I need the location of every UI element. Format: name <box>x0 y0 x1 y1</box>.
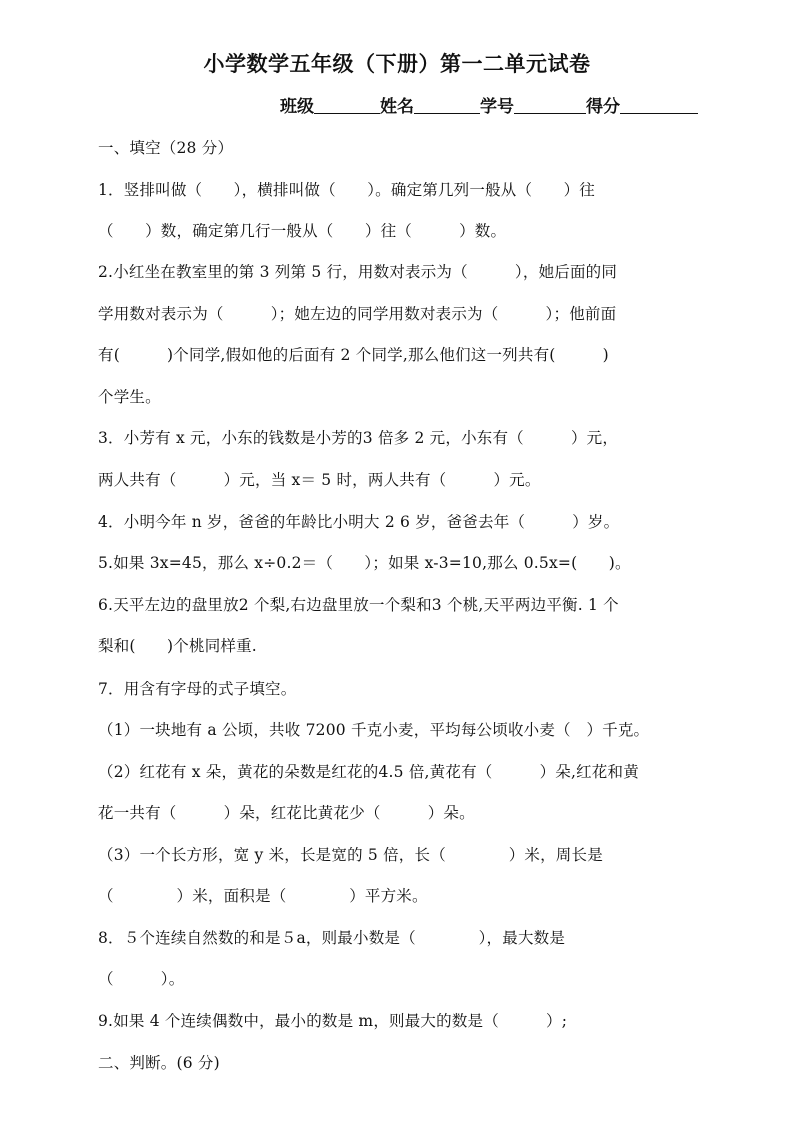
score-blank[interactable] <box>620 95 698 114</box>
question-line: （ ）米，面积是（ ）平方米。 <box>98 887 428 905</box>
student-info-row <box>280 92 698 117</box>
student-id-blank[interactable] <box>514 95 586 114</box>
section-1-heading: 一、填空（28 分） <box>98 139 234 157</box>
question-line: 有( )个同学,假如他的后面有 2 个同学,那么他们这一列共有( ) <box>98 346 609 364</box>
question-line: 梨和( )个桃同样重. <box>98 637 257 655</box>
name-blank[interactable] <box>414 95 480 114</box>
question-line: 4．小明今年 n 岁，爸爸的年龄比小明大 2 6 岁，爸爸去年（ ）岁。 <box>98 513 620 531</box>
score-label: 得分 <box>586 97 620 117</box>
question-line: 7．用含有字母的式子填空。 <box>98 680 297 698</box>
question-line: （1）一块地有 a 公顷，共收 7200 千克小麦，平均每公顷收小麦（ ）千克。 <box>98 721 650 739</box>
question-line: 6.天平左边的盘里放2 个梨,右边盘里放一个梨和3 个桃,天平两边平衡. 1 个 <box>98 596 619 614</box>
student-id-label: 学号 <box>480 97 514 117</box>
class-label: 班级 <box>280 97 314 117</box>
question-line: 两人共有（ ）元，当 x＝ 5 时，两人共有（ ）元。 <box>98 471 541 489</box>
question-line: 3．小芳有 x 元，小东的钱数是小芳的3 倍多 2 元，小东有（ ）元， <box>98 429 619 447</box>
question-line: 学用数对表示为（ ）；她左边的同学用数对表示为（ ）；他前面 <box>98 305 617 323</box>
class-blank[interactable] <box>314 95 380 114</box>
question-line: 8．５个连续自然数的和是５a，则最小数是（ ），最大数是 <box>98 929 566 947</box>
section-2-heading: 二、判断。(6 分) <box>98 1054 220 1072</box>
question-line: 9.如果 4 个连续偶数中，最小的数是 m，则最大的数是（ ）; <box>98 1012 568 1030</box>
page-title: 小学数学五年级（下册）第一二单元试卷 <box>203 51 591 76</box>
question-line: （3）一个长方形，宽 y 米，长是宽的 5 倍，长（ ）米，周长是 <box>98 846 603 864</box>
question-line: 花一共有（ ）朵，红花比黄花少（ ）朵。 <box>98 804 475 822</box>
question-line: 5.如果 3x=45，那么 x÷0.2＝（ ）；如果 x-3=10,那么 0.5x=( )。 <box>98 554 631 572</box>
question-line: 1．竖排叫做（ ），横排叫做（ ）。确定第几列一般从（ ）往 <box>98 181 595 199</box>
name-label: 姓名 <box>380 97 414 117</box>
question-line: 个学生。 <box>98 388 161 406</box>
question-line: （ ）数，确定第几行一般从（ ）往（ ）数。 <box>98 222 507 240</box>
question-line: （ ）。 <box>98 970 185 988</box>
question-line: （2）红花有 x 朵，黄花的朵数是红花的4.5 倍,黄花有（ ）朵,红花和黄 <box>98 763 639 781</box>
question-line: 2.小红坐在教室里的第 3 列第 5 行，用数对表示为（ ），她后面的同 <box>98 263 618 281</box>
